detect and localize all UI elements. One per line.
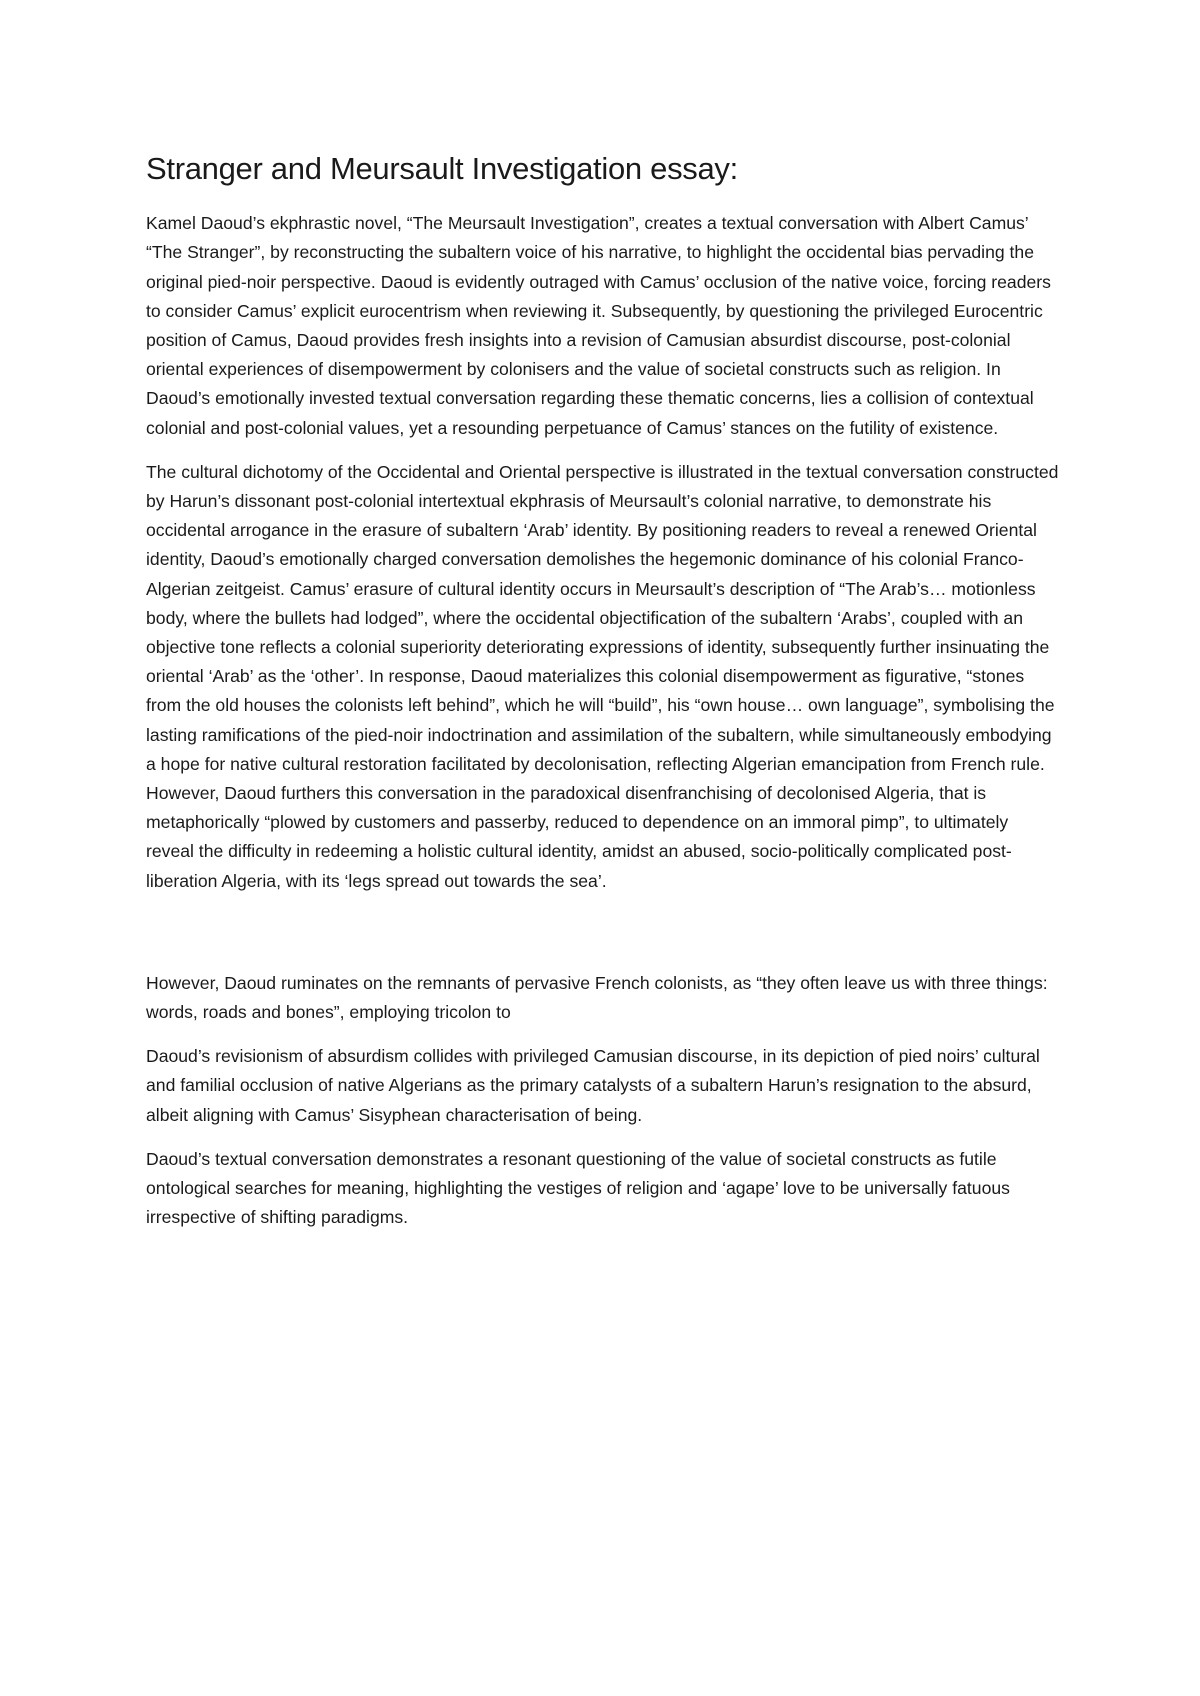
document-body: [146, 150, 1060, 1247]
paragraph-remnants: However, Daoud ruminates on the remnants of pervasive French colonists, as “they often leave us with three things: words, roads and bones”, employing tricolon to: [146, 972, 1048, 1023]
paragraph-cultural-dichotomy: The cultural dichotomy of the Occidental and Oriental perspective is illustrated in the textual conversation constructed by Harun’s dissonant post-colonial intertextual ekphrasis of Meursault’s colonial narrative, to demonstrate his occidental arrogance in the erasure of subaltern ‘Arab’ identity. By positioning readers to reveal a renewed Oriental identity, Daoud’s emotionally charged conversation demolishes the hegemonic dominance of his colonial Franco-Algerian zeitgeist. Camus’ erasure of cultural identity occurs in Meursault’s description of “The Arab’s… motionless body, where the bullets had lodged”, where the occidental objectification of the subaltern ‘Arabs’, coupled with an objective tone reflects a colonial superiority deteriorating expressions of identity, subsequently further insinuating the oriental ‘Arab’ as the ‘other’. In response, Daoud materializes this colonial disempowerment as figurative, “stones from the old houses the colonists left behind”, which he will “build”, his “own house… own language”, symbolising the lasting ramifications of the pied-noir indoctrination and assimilation of the subaltern, while simultaneously embodying a hope for native cultural restoration facilitated by decolonisation, reflecting Algerian emancipation from French rule. However, Daoud furthers this conversation in the paradoxical disenfranchising of decolonised Algeria, that is metaphorically “plowed by customers and passerby, reduced to dependence on an immoral pimp”, to ultimately reveal the difficulty in redeeming a holistic cultural identity, amidst an abused, socio-politically complicated post-liberation Algeria, with its ‘legs spread out towards the sea’.: [146, 461, 1059, 891]
paragraph-absurdism: Daoud’s revisionism of absurdism collides with privileged Camusian discourse, in its depiction of pied noirs’ cultural and familial occlusion of native Algerians as the primary catalysts of a subaltern Harun’s resignation to the absurd, albeit aligning with Camus’ Sisyphean characterisation of being.: [146, 1046, 1040, 1125]
blank-gap: [146, 911, 1060, 969]
paragraph-societal-constructs: Daoud’s textual conversation demonstrates a resonant questioning of the value of societal constructs as futile ontological searches for meaning, highlighting the vestiges of religion and ‘agape’ love to be universally fatuous irrespective of shifting paradigms.: [146, 1148, 1010, 1228]
document-title: Stranger and Meursault Investigation essay:: [146, 151, 738, 186]
paragraph-introduction: Kamel Daoud’s ekphrastic novel, “The Meursault Investigation”, creates a textual conversation with Albert Camus’ “The Stranger”, by reconstructing the subaltern voice of his narrative, to highlight the occidental bias pervading the original pied-noir perspective. Daoud is evidently outraged with Camus’ occlusion of the native voice, forcing readers to consider Camus’ explicit eurocentrism when reviewing it. Subsequently, by questioning the privileged Eurocentric position of Camus, Daoud provides fresh insights into a revision of Camusian absurdist discourse, post-colonial oriental experiences of disempowerment by colonisers and the value of societal constructs such as religion. In Daoud’s emotionally invested textual conversation regarding these thematic concerns, lies a collision of contextual colonial and post-colonial values, yet a resounding perpetuance of Camus’ stances on the futility of existence.: [146, 213, 1051, 438]
